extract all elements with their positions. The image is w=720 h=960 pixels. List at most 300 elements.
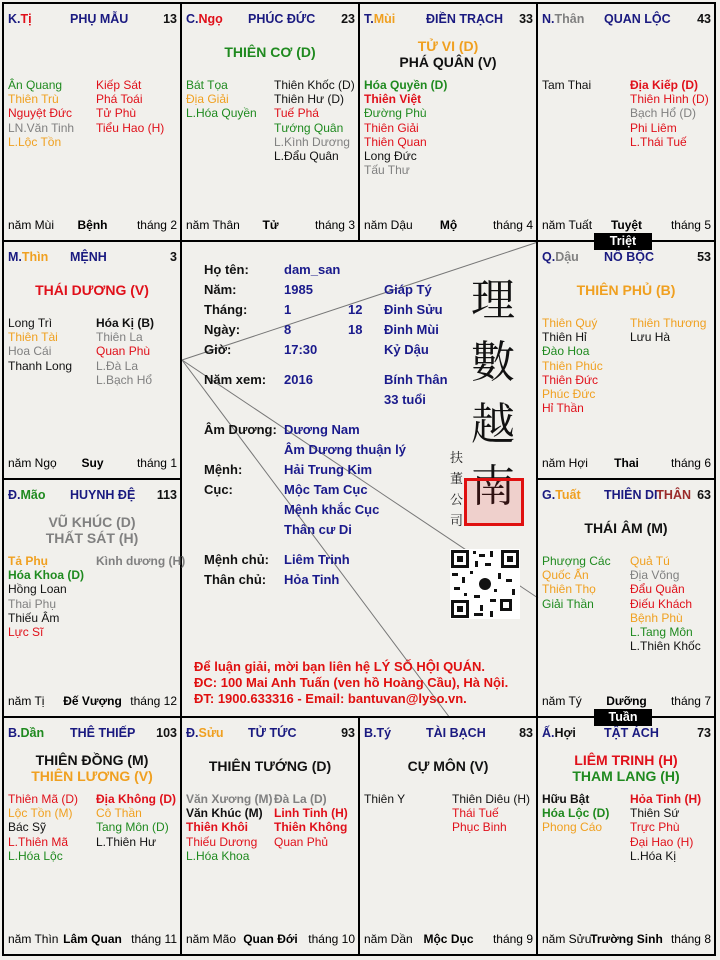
palace-branch <box>364 726 391 740</box>
star-item: Tang Môn (D) <box>96 820 169 835</box>
menh-chu-label: Mệnh chủ: <box>204 552 269 567</box>
palace-age: 83 <box>519 726 533 740</box>
star-item: Phúc Đức <box>542 387 596 402</box>
stem-label: N. <box>542 12 555 26</box>
star-item: L.Hóa Lộc <box>8 848 63 863</box>
right-star-list <box>452 792 530 835</box>
month-lunar: 12 <box>348 302 363 317</box>
palace-footer <box>364 932 533 946</box>
main-star: THIÊN CƠ (D) <box>224 44 316 60</box>
left-star-list <box>542 554 611 611</box>
stem-label: Ấ. <box>542 726 555 740</box>
palace-branch <box>8 12 32 26</box>
left-star-list <box>542 78 591 92</box>
stage-label: Mộc Dục <box>423 932 474 946</box>
palace-branch <box>542 488 581 502</box>
year-label: năm Thìn <box>8 932 59 946</box>
palace-header <box>542 250 711 266</box>
palace-name: ĐIỀN TRẠCH <box>426 12 504 26</box>
right-star-list <box>630 316 706 344</box>
main-stars <box>182 44 358 60</box>
palace-cell[interactable] <box>536 478 716 718</box>
year-value: 1985 <box>284 282 313 297</box>
view-year-value: 2016 <box>284 372 313 387</box>
left-star-list <box>186 792 273 863</box>
star-item: L.Thiên Hư <box>96 834 157 849</box>
year-label: năm Thân <box>186 218 240 232</box>
star-item: Thiên Thương <box>630 316 707 330</box>
star-item: Giải Thần <box>542 596 594 611</box>
main-star: THIÊN LƯƠNG (V) <box>31 768 153 784</box>
star-item: Địa Không (D) <box>96 792 176 806</box>
main-star: THẤT SÁT (H) <box>45 530 139 546</box>
palace-branch <box>364 12 395 26</box>
star-item: Cô Thần <box>96 806 142 821</box>
star-item: Thiên Phúc <box>542 358 603 373</box>
star-item: Quan Phủ <box>274 834 329 849</box>
star-item: Hoa Cái <box>8 344 52 359</box>
palace-cell[interactable] <box>358 716 538 956</box>
main-star: THÁI DƯƠNG (V) <box>35 282 149 298</box>
stage-label: Bệnh <box>77 218 108 232</box>
palace-cell[interactable] <box>2 478 186 718</box>
star-item: Tướng Quân <box>274 120 344 135</box>
month-label: tháng 12 <box>130 694 177 708</box>
logo-char: 數 <box>471 337 515 388</box>
right-star-list <box>96 554 185 568</box>
month-label: Tháng: <box>204 302 248 317</box>
menh-chu-value: Liêm Trinh <box>284 552 350 567</box>
palace-cell[interactable] <box>358 2 538 242</box>
month-label: tháng 4 <box>492 218 533 232</box>
triet-tag: Triệt <box>594 233 652 250</box>
logo-char: 南 <box>471 461 515 512</box>
star-item: Lộc Tồn (M) <box>8 806 73 821</box>
qr-code <box>450 549 520 619</box>
branch-label: Ngọ <box>198 12 223 26</box>
star-item: Tấu Thư <box>364 163 410 178</box>
star-item: Thiên La <box>96 330 143 345</box>
star-item: Bạch Hổ (D) <box>630 106 697 121</box>
palace-branch <box>8 488 46 502</box>
stem-label: Đ. <box>186 726 199 740</box>
cuc-label: Cục: <box>204 482 233 497</box>
left-star-list <box>186 78 257 121</box>
star-item: LN.Văn Tinh <box>8 120 75 135</box>
star-item: Thiên Việt <box>364 92 422 107</box>
branch-label: Tuất <box>555 488 581 502</box>
main-star: TỬ VI (D) <box>417 38 479 54</box>
stage-label: Thai <box>614 456 639 470</box>
hour-label: Giờ: <box>204 342 232 357</box>
year-label: năm Mùi <box>8 218 55 232</box>
palace-header <box>186 12 355 28</box>
palace-header <box>542 726 711 742</box>
left-star-list <box>8 316 72 373</box>
palace-name: THÊ THIẾP <box>70 726 136 740</box>
right-star-list <box>630 78 709 149</box>
star-item: Tử Phù <box>96 106 137 121</box>
month-label: tháng 2 <box>136 218 177 232</box>
star-item: Thiên Hình (D) <box>630 92 709 107</box>
star-item: Quốc Ấn <box>542 568 589 583</box>
contact-address: ĐC: 100 Mai Anh Tuấn (ven hồ Hoàng Cầu), Hà Nội. <box>194 675 509 690</box>
palace-age: 63 <box>697 488 711 502</box>
star-item: Long Trì <box>8 316 53 330</box>
star-item: Thai Phụ <box>8 596 57 611</box>
palace-branch <box>542 12 584 26</box>
stage-label: Tuyệt <box>610 218 643 232</box>
stem-label: M. <box>8 250 22 264</box>
star-item: L.Đẩu Quân <box>274 149 339 164</box>
year-label: Năm: <box>204 282 237 297</box>
star-item: Thiên Y <box>364 792 406 806</box>
star-item: Hóa Quyền (D) <box>364 78 448 92</box>
month-label: tháng 3 <box>314 218 355 232</box>
star-item: Đà La (D) <box>274 792 327 806</box>
right-star-list <box>274 792 348 849</box>
star-item: Thái Tuế <box>452 806 499 821</box>
stage-label: Dưỡng <box>606 694 647 708</box>
star-item: Thiên Hư (D) <box>274 92 345 107</box>
star-item: Đường Phù <box>364 106 427 121</box>
palace-branch <box>186 12 223 26</box>
day-solar: 8 <box>284 322 292 337</box>
palace-footer <box>542 932 711 946</box>
palace-footer <box>186 218 355 232</box>
star-item: Kình dương (H) <box>96 554 186 568</box>
palace-header <box>542 488 711 504</box>
year-label: năm Ngọ <box>8 456 57 470</box>
star-item: L.Thiên Mã <box>8 834 69 849</box>
palace-footer <box>542 694 711 708</box>
stem-label: G. <box>542 488 556 502</box>
stem-label: T. <box>364 12 374 26</box>
palace-cell[interactable] <box>536 716 716 956</box>
palace-footer <box>8 456 177 470</box>
view-year-label: Năm xem: <box>204 372 267 387</box>
month-label: tháng 1 <box>136 456 177 470</box>
branch-label: Mão <box>20 488 46 502</box>
left-star-list <box>364 792 405 806</box>
star-item: Hóa Lộc (D) <box>542 806 610 821</box>
month-canchi: Đinh Sửu <box>384 302 443 317</box>
month-label: tháng 5 <box>670 218 711 232</box>
year-label: năm Tị <box>8 694 45 708</box>
stem-label: Q. <box>542 250 556 264</box>
palace-header <box>364 726 533 742</box>
stem-label: C. <box>186 12 199 26</box>
palace-footer <box>186 932 355 946</box>
menh-value: Hải Trung Kim <box>284 462 373 477</box>
month-label: tháng 8 <box>670 932 711 946</box>
star-item: Bệnh Phù <box>630 610 683 625</box>
main-star: PHÁ QUÂN (V) <box>399 54 497 70</box>
year-label: năm Tuất <box>542 218 593 232</box>
palace-cell[interactable] <box>2 2 182 242</box>
star-item: Thiên Mã (D) <box>8 792 79 806</box>
star-item: Địa Giải <box>186 92 229 107</box>
main-stars <box>538 752 714 784</box>
right-star-list <box>630 554 701 653</box>
year-canchi: Giáp Tý <box>384 282 432 297</box>
logo-char: 越 <box>471 399 515 450</box>
palace-cell[interactable] <box>536 2 716 242</box>
palace-age: 93 <box>341 726 355 740</box>
month-label: tháng 10 <box>308 932 355 946</box>
palace-age: 103 <box>156 726 177 740</box>
star-item: Phượng Các <box>542 554 611 568</box>
star-item: Thiên Khôi <box>186 820 248 835</box>
star-item: Quan Phù <box>96 344 151 359</box>
star-item: Hữu Bật <box>542 792 590 806</box>
palace-age: 73 <box>697 726 711 740</box>
main-stars <box>182 758 358 774</box>
star-item: Lưu Hà <box>630 330 671 345</box>
stem-label: K. <box>8 12 21 26</box>
stem-label: Đ. <box>8 488 21 502</box>
palace-branch <box>542 250 579 264</box>
star-item: Thiên Khốc (D) <box>274 78 355 92</box>
year-label: năm Dần <box>364 932 413 946</box>
palace-header <box>8 488 177 504</box>
palace-age: 113 <box>156 488 177 502</box>
right-star-list <box>96 792 176 849</box>
logo-char: 理 <box>471 275 515 326</box>
star-item: Thiên Không <box>274 820 348 835</box>
branch-label: Thìn <box>21 250 49 264</box>
palace-footer <box>542 218 711 232</box>
star-item: Thiên Tài <box>8 330 58 345</box>
contact-phone-email: ĐT: 1900.633316 - Email: bantuvan@lyso.vn. <box>194 691 467 706</box>
day-canchi: Đinh Mùi <box>384 322 439 337</box>
year-label: năm Sửu <box>542 932 592 946</box>
palace-branch <box>542 726 576 740</box>
palace-age: 3 <box>170 250 177 264</box>
palace-cell[interactable] <box>180 716 360 956</box>
star-item: Tả Phụ <box>8 554 49 568</box>
cuc-value: Mộc Tam Cục <box>284 482 368 497</box>
branch-label: Hợi <box>554 726 576 740</box>
right-star-list <box>96 78 164 135</box>
palace-footer <box>8 932 177 946</box>
palace-name: PHÚC ĐỨC <box>248 12 316 26</box>
star-item: Thanh Long <box>8 358 73 373</box>
stage-label: Đế Vượng <box>63 694 122 708</box>
palace-footer <box>364 218 533 232</box>
star-item: Thiên Thọ <box>542 582 596 597</box>
palace-header <box>186 726 355 742</box>
month-label: tháng 7 <box>670 694 711 708</box>
main-stars <box>4 282 180 298</box>
year-label: năm Mão <box>186 932 237 946</box>
palace-cell[interactable] <box>2 716 182 956</box>
star-item: Thiên Đức <box>542 372 599 387</box>
amduong-value: Dương Nam <box>284 422 360 437</box>
stem-label: B. <box>8 726 21 740</box>
star-item: L.Tang Môn <box>630 625 693 640</box>
hour-canchi: Kỷ Dậu <box>384 342 429 357</box>
palace-header <box>8 12 177 28</box>
palace-cell[interactable] <box>536 240 716 480</box>
day-label: Ngày: <box>204 322 241 337</box>
branch-label: Tý <box>376 726 392 740</box>
month-solar: 1 <box>284 302 292 317</box>
palace-age: 33 <box>519 12 533 26</box>
age-value: 33 tuổi <box>384 392 426 407</box>
left-star-list <box>542 792 609 835</box>
star-item: L.Lộc Tồn <box>8 134 62 149</box>
main-star: THIÊN ĐỒNG (M) <box>35 752 149 768</box>
star-item: Tam Thai <box>542 78 592 92</box>
star-item: Phi Liêm <box>630 120 677 135</box>
star-item: Địa Kiếp (D) <box>630 78 699 92</box>
stage-label: Trường Sinh <box>590 932 663 946</box>
stage-label: Quan Đới <box>243 932 298 946</box>
logo-small-text: 扶董公司 <box>450 451 464 529</box>
month-label: tháng 9 <box>492 932 533 946</box>
star-item: L.Bạch Hổ <box>96 372 153 387</box>
palace-name: HUYNH ĐỆ <box>70 488 136 502</box>
right-star-list <box>274 78 355 163</box>
than-marker: THÂN <box>656 488 691 502</box>
star-item: Thiên Sứ <box>630 806 680 821</box>
main-star: THÁI ÂM (M) <box>584 520 668 536</box>
palace-header <box>364 12 533 28</box>
main-star: THIÊN PHỦ (B) <box>576 282 676 298</box>
month-label: tháng 11 <box>131 932 177 946</box>
star-item: Kiếp Sát <box>96 78 142 92</box>
tuan-tag: Tuần <box>594 709 652 726</box>
main-stars <box>538 520 714 536</box>
main-stars <box>360 38 536 70</box>
star-item: Thiếu Dương <box>186 834 258 849</box>
star-item: Điếu Khách <box>630 596 693 611</box>
month-label: tháng 6 <box>670 456 711 470</box>
left-star-list <box>542 316 603 415</box>
main-star: THAM LANG (H) <box>572 768 680 784</box>
palace-name: MỆNH <box>70 250 107 264</box>
palace-header <box>542 12 711 28</box>
star-item: L.Hóa Quyền <box>186 106 257 121</box>
palace-name: PHỤ MẪU <box>70 12 129 26</box>
than-chu-value: Hỏa Tinh <box>284 572 340 587</box>
star-item: Lực Sĩ <box>8 625 44 640</box>
palace-footer <box>542 456 711 470</box>
palace-age: 43 <box>697 12 711 26</box>
star-item: Nguyệt Đức <box>8 106 73 121</box>
star-item: L.Thiên Khốc <box>630 639 701 654</box>
star-item: Bác Sỹ <box>8 820 47 835</box>
right-star-list <box>630 792 701 863</box>
day-lunar: 18 <box>348 322 363 337</box>
main-star: LIÊM TRINH (H) <box>574 752 678 768</box>
star-item: Bát Tọa <box>186 78 228 92</box>
star-item: Tiểu Hao (H) <box>96 120 165 135</box>
branch-label: Sửu <box>198 726 224 740</box>
palace-age: 13 <box>163 12 177 26</box>
stage-label: Suy <box>81 456 104 470</box>
star-item: Hỉ Thần <box>542 401 584 416</box>
palace-cell[interactable] <box>2 240 182 480</box>
palace-branch <box>8 726 44 740</box>
star-item: Hóa Khoa (D) <box>8 568 84 583</box>
star-item: Thiên Giải <box>364 120 419 135</box>
star-item: Phá Toái <box>96 92 143 107</box>
contact-line-1: Để luận giải, mời bạn liên hệ LÝ SỐ HỘI QUÁN. <box>194 659 485 674</box>
branch-label: Tị <box>20 12 32 26</box>
star-item: Phục Binh <box>452 820 507 835</box>
left-star-list <box>8 554 84 639</box>
left-star-list <box>8 78 74 149</box>
palace-name: QUAN LỘC <box>604 12 671 26</box>
than-cu-note: Thân cư Di <box>284 522 352 537</box>
star-item: Đẩu Quân <box>630 582 685 597</box>
main-stars <box>4 514 180 546</box>
star-item: Thiên Hỉ <box>542 330 587 345</box>
palace-header <box>8 250 177 266</box>
star-item: Tuế Phá <box>274 106 319 121</box>
palace-cell[interactable] <box>180 2 360 242</box>
star-item: L.Kình Dương <box>274 134 350 149</box>
palace-footer <box>8 218 177 232</box>
name-label: Họ tên: <box>204 262 249 277</box>
left-star-list <box>364 78 447 177</box>
red-seal <box>464 478 524 526</box>
star-item: Phong Cáo <box>542 820 603 835</box>
branch-label: Dần <box>20 726 45 740</box>
view-year-canchi: Bính Thân <box>384 372 448 387</box>
star-item: Thiếu Âm <box>8 610 60 625</box>
main-star: VŨ KHÚC (D) <box>48 514 136 530</box>
main-star: CỰ MÔN (V) <box>407 758 489 774</box>
star-item: Văn Khúc (M) <box>186 806 263 821</box>
branch-label: Dậu <box>555 250 579 264</box>
amduong-label: Âm Dương: <box>204 422 277 437</box>
branch-label: Mùi <box>373 12 396 26</box>
star-item: Linh Tinh (H) <box>274 806 348 821</box>
left-star-list <box>8 792 78 863</box>
star-item: L.Hóa Kị <box>630 848 677 863</box>
star-item: Long Đức <box>364 149 417 164</box>
stem-label: B. <box>364 726 377 740</box>
palace-name: TẬT ÁCH <box>604 726 659 740</box>
star-item: L.Đà La <box>96 358 139 373</box>
star-item: Đào Hoa <box>542 344 590 359</box>
main-stars <box>360 758 536 774</box>
palace-footer <box>8 694 177 708</box>
main-star: THIÊN TƯỚNG (D) <box>208 758 332 774</box>
year-label: năm Dậu <box>364 218 413 232</box>
palace-name: NÔ BỘC <box>604 250 654 264</box>
than-chu-label: Thân chủ: <box>204 572 267 587</box>
star-item: Hỏa Tinh (H) <box>630 792 702 806</box>
palace-branch <box>186 726 224 740</box>
star-item: Thiên Trù <box>8 92 59 107</box>
palace-name: TÀI BẠCH <box>426 726 486 740</box>
star-item: Thiên Quan <box>364 134 427 149</box>
star-item: Địa Võng <box>630 568 680 583</box>
menh-label: Mệnh: <box>204 462 243 477</box>
cuc-note: Mệnh khắc Cục <box>284 502 380 517</box>
star-item: Quả Tú <box>630 554 670 568</box>
right-star-list <box>96 316 154 387</box>
main-stars <box>4 752 180 784</box>
name-value: dam_san <box>284 262 341 277</box>
stage-label: Lâm Quan <box>63 932 122 946</box>
main-stars <box>538 282 714 298</box>
amduong-note: Âm Dương thuận lý <box>284 442 406 457</box>
